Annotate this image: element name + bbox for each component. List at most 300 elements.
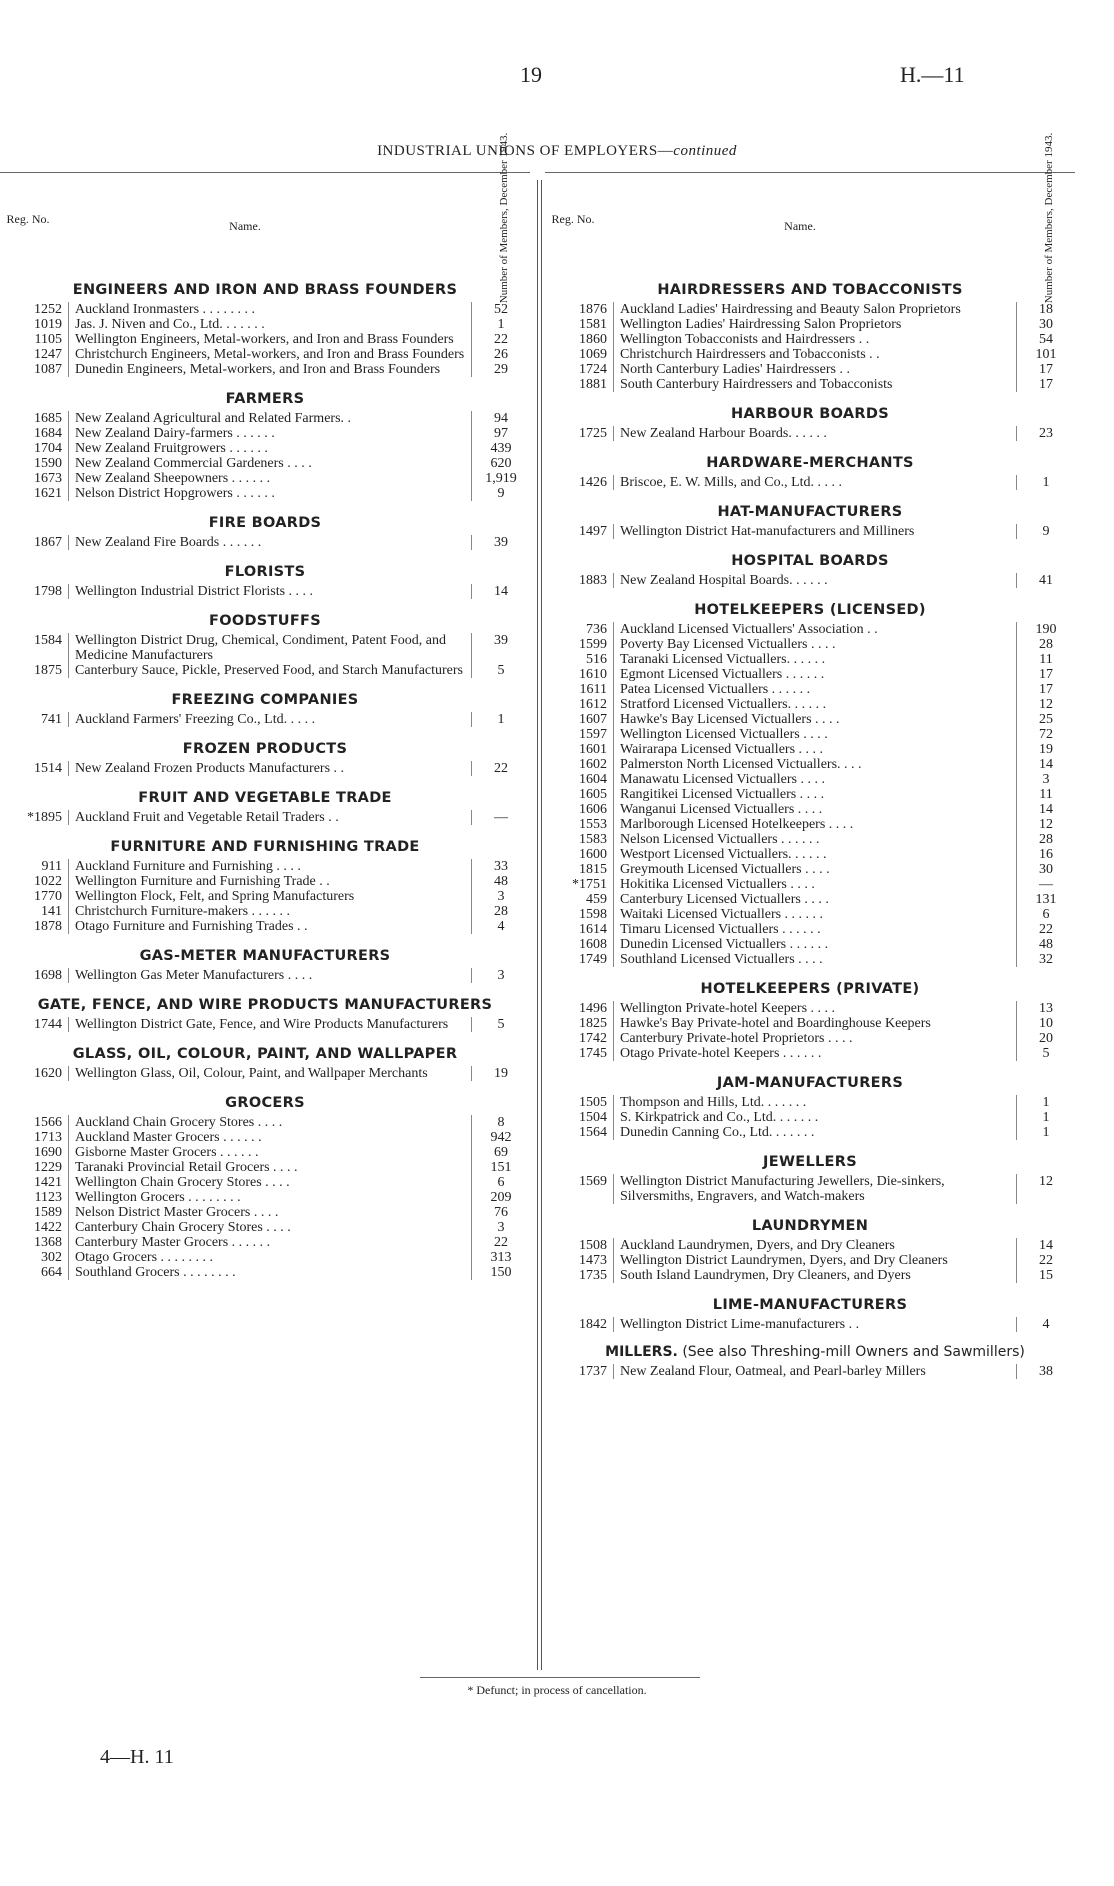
table-row [545, 727, 1075, 742]
cell-reg: 1584 [34, 633, 62, 648]
table-row [0, 712, 530, 727]
cell-name: Canterbury Private-hotel Proprietors . . . . [613, 1031, 1016, 1046]
cell-num: 13 [1016, 1001, 1075, 1016]
members-header: Number of Members, December 1943. [498, 132, 510, 304]
cell-reg: 1698 [34, 968, 62, 983]
cell-reg: 1724 [579, 362, 607, 377]
cell-num: 25 [1016, 712, 1075, 727]
cell-num: 1 [1016, 1125, 1075, 1140]
cell-name: Wellington District Gate, Fence, and Wire Products Manufacturers [68, 1017, 471, 1032]
section [0, 501, 530, 550]
table-row [545, 742, 1075, 757]
section [0, 377, 530, 501]
section-title: GLASS, OIL, COLOUR, PAINT, AND WALLPAPER [72, 1046, 458, 1062]
cell-name: Jas. J. Niven and Co., Ltd. . . . . . . [68, 317, 471, 332]
table-row [545, 347, 1075, 362]
table-row [0, 919, 530, 934]
cell-name: S. Kirkpatrick and Co., Ltd. . . . . . . [613, 1110, 1016, 1125]
cell-num: 15 [1016, 1268, 1075, 1283]
table-row [0, 1220, 530, 1235]
cell-num: 9 [1016, 524, 1075, 539]
cell-reg: 1421 [34, 1175, 62, 1190]
cell-name: Taranaki Provincial Retail Grocers . . . . [68, 1160, 471, 1175]
cell-name: Wellington Licensed Victuallers . . . . [613, 727, 1016, 742]
cell-num: 3 [471, 889, 530, 904]
cell-name: Waitaki Licensed Victuallers . . . . . . [613, 907, 1016, 922]
table-row [0, 761, 530, 776]
cell-num: 8 [471, 1115, 530, 1130]
cell-reg: 1610 [579, 667, 607, 682]
cell-num: 23 [1016, 426, 1075, 441]
cell-num: 22 [471, 1235, 530, 1250]
table-row [0, 426, 530, 441]
table-row [0, 1190, 530, 1205]
cell-num: 620 [471, 456, 530, 471]
cell-name: Wanganui Licensed Victuallers . . . . [613, 802, 1016, 817]
section-title: FOODSTUFFS [209, 613, 321, 629]
cell-reg: 1601 [579, 742, 607, 757]
cell-name: Auckland Licensed Victuallers' Association . . [613, 622, 1016, 637]
section [545, 1061, 1075, 1140]
table-row [0, 1115, 530, 1130]
cell-reg: 1825 [579, 1016, 607, 1031]
reg-header: Reg. No. [551, 212, 595, 226]
cell-num: 1 [471, 712, 530, 727]
cell-name: South Canterbury Hairdressers and Tobacconists [613, 377, 1016, 392]
cell-name: Poverty Bay Licensed Victuallers . . . . [613, 637, 1016, 652]
table-row [545, 1364, 1075, 1379]
cell-name: Rangitikei Licensed Victuallers . . . . [613, 787, 1016, 802]
section-title: FURNITURE AND FURNISHING TRADE [110, 839, 420, 855]
cell-name: Canterbury Chain Grocery Stores . . . . [68, 1220, 471, 1235]
cell-name: Westport Licensed Victuallers. . . . . . [613, 847, 1016, 862]
cell-reg: 1749 [579, 952, 607, 967]
cell-name: Wellington District Drug, Chemical, Condiment, Patent Food, and Medicine Manufacturers [68, 633, 471, 663]
cell-name: Wellington Furniture and Furnishing Trade . . [68, 874, 471, 889]
cell-name: Wellington Industrial District Florists . . . . [68, 584, 471, 599]
table-row [0, 1250, 530, 1265]
table-row [545, 952, 1075, 967]
table-row [545, 697, 1075, 712]
cell-reg: 1589 [34, 1205, 62, 1220]
left-column-body [0, 268, 530, 1280]
cell-reg: 741 [41, 712, 62, 727]
section-title: LAUNDRYMEN [751, 1218, 869, 1234]
cell-reg: 1606 [579, 802, 607, 817]
section [0, 599, 530, 678]
cell-num: 17 [1016, 377, 1075, 392]
cell-reg: 1087 [34, 362, 62, 377]
cell-num: 38 [1016, 1364, 1075, 1379]
cell-num: 17 [1016, 362, 1075, 377]
cell-name: Canterbury Master Grocers . . . . . . [68, 1235, 471, 1250]
section-title: HOSPITAL BOARDS [731, 553, 889, 569]
cell-reg: 1504 [579, 1110, 607, 1125]
cell-reg: 1685 [34, 411, 62, 426]
cell-name: Wellington District Manufacturing Jewellers, Die-sinkers, Silversmiths, Engravers, and Watch-makers [613, 1174, 1016, 1204]
section-title: JEWELLERS [763, 1154, 857, 1170]
table-row [0, 456, 530, 471]
cell-name: Christchurch Engineers, Metal-workers, and Iron and Brass Founders [68, 347, 471, 362]
table-row [0, 362, 530, 377]
cell-name: Auckland Chain Grocery Stores . . . . [68, 1115, 471, 1130]
section [0, 1081, 530, 1280]
table-row [0, 347, 530, 362]
table-row [0, 535, 530, 550]
cell-num: 94 [471, 411, 530, 426]
cell-num: 5 [471, 1017, 530, 1032]
cell-reg: 1876 [579, 302, 607, 317]
table-row [0, 1130, 530, 1145]
section-title: HOTELKEEPERS (LICENSED) [694, 602, 926, 618]
millers-rows [545, 1364, 1075, 1379]
cell-reg: 1604 [579, 772, 607, 787]
cell-name: New Zealand Commercial Gardeners . . . . [68, 456, 471, 471]
cell-num: 1 [471, 317, 530, 332]
cell-reg: 1602 [579, 757, 607, 772]
cell-reg: 1745 [579, 1046, 607, 1061]
cell-name: New Zealand Sheepowners . . . . . . [68, 471, 471, 486]
cell-reg: 1620 [34, 1066, 62, 1081]
footer-code: 4—H. 11 [100, 1746, 174, 1768]
cell-num: 190 [1016, 622, 1075, 637]
table-row [545, 682, 1075, 697]
section-title: LIME-MANUFACTURERS [712, 1297, 908, 1313]
table-row [545, 1001, 1075, 1016]
section [0, 268, 530, 377]
cell-num: 9 [471, 486, 530, 501]
cell-num: 33 [471, 859, 530, 874]
cell-name: Stratford Licensed Victuallers. . . . . . [613, 697, 1016, 712]
table-row [0, 968, 530, 983]
table-row [0, 633, 530, 663]
cell-num: 22 [471, 332, 530, 347]
cell-reg: 1704 [34, 441, 62, 456]
cell-name: Wairarapa Licensed Victuallers . . . . [613, 742, 1016, 757]
section [0, 727, 530, 776]
cell-name: Greymouth Licensed Victuallers . . . . [613, 862, 1016, 877]
cell-num: 131 [1016, 892, 1075, 907]
table-row [545, 922, 1075, 937]
cell-num: 1 [1016, 1095, 1075, 1110]
section-title: HAIRDRESSERS AND TOBACCONISTS [657, 282, 963, 298]
cell-num: 4 [1016, 1317, 1075, 1332]
table-row [545, 573, 1075, 588]
table-row [545, 1268, 1075, 1283]
table-row [545, 772, 1075, 787]
cell-num: 4 [471, 919, 530, 934]
column-divider [537, 180, 538, 1670]
section [545, 588, 1075, 967]
cell-name: Otago Private-hotel Keepers . . . . . . [613, 1046, 1016, 1061]
section [545, 1204, 1075, 1283]
cell-name: Southland Grocers . . . . . . . . [68, 1265, 471, 1280]
cell-name: Nelson District Hopgrowers . . . . . . [68, 486, 471, 501]
page-title [0, 143, 1114, 160]
cell-name: Marlborough Licensed Hotelkeepers . . . . [613, 817, 1016, 832]
cell-num: 10 [1016, 1016, 1075, 1031]
section-title: FROZEN PRODUCTS [182, 741, 348, 757]
cell-name: Wellington Tobacconists and Hairdressers . . [613, 332, 1016, 347]
section-title: FRUIT AND VEGETABLE TRADE [138, 790, 392, 806]
cell-name: Nelson District Master Grocers . . . . [68, 1205, 471, 1220]
cell-name: Taranaki Licensed Victuallers. . . . . . [613, 652, 1016, 667]
table-row [545, 652, 1075, 667]
cell-reg: 1605 [579, 787, 607, 802]
table-row [545, 712, 1075, 727]
cell-reg: 1105 [34, 332, 62, 347]
table-row [545, 817, 1075, 832]
table-row [0, 317, 530, 332]
section-title: FREEZING COMPANIES [171, 692, 359, 708]
cell-num: 16 [1016, 847, 1075, 862]
table-row [545, 832, 1075, 847]
cell-reg: 1875 [34, 663, 62, 678]
section-title: HARDWARE-MERCHANTS [706, 455, 914, 471]
cell-reg: 1581 [579, 317, 607, 332]
table-row [0, 1235, 530, 1250]
cell-reg: 302 [41, 1250, 62, 1265]
cell-reg: 1673 [34, 471, 62, 486]
table-row [0, 302, 530, 317]
cell-num: — [1016, 877, 1075, 892]
cell-num: 1,919 [471, 471, 530, 486]
cell-num: 11 [1016, 652, 1075, 667]
table-row [0, 1145, 530, 1160]
cell-num: 97 [471, 426, 530, 441]
section-title: HARBOUR BOARDS [731, 406, 889, 422]
cell-reg: 1735 [579, 1268, 607, 1283]
section-title: HOTELKEEPERS (PRIVATE) [700, 981, 920, 997]
table-row [545, 907, 1075, 922]
section [0, 934, 530, 983]
cell-name: Christchurch Furniture-makers . . . . . . [68, 904, 471, 919]
cell-num: 28 [1016, 832, 1075, 847]
table-row [0, 411, 530, 426]
table-row [545, 1253, 1075, 1268]
cell-num: 1 [1016, 1110, 1075, 1125]
cell-num: 439 [471, 441, 530, 456]
cell-num: 39 [471, 633, 530, 663]
cell-reg: 1069 [579, 347, 607, 362]
cell-num: 19 [471, 1066, 530, 1081]
table-row [0, 1066, 530, 1081]
section-title: FLORISTS [224, 564, 306, 580]
cell-num: 52 [471, 302, 530, 317]
cell-name: New Zealand Dairy-farmers . . . . . . [68, 426, 471, 441]
table-row [0, 663, 530, 678]
cell-reg: 516 [586, 652, 607, 667]
cell-num: 48 [471, 874, 530, 889]
cell-num: — [471, 810, 530, 825]
table-row [0, 810, 530, 825]
section-title: GATE, FENCE, AND WIRE PRODUCTS MANUFACTURERS [37, 997, 493, 1013]
cell-reg: 1878 [34, 919, 62, 934]
cell-num: 14 [1016, 802, 1075, 817]
cell-reg: 1611 [579, 682, 607, 697]
cell-name: Wellington Engineers, Metal-workers, and Iron and Brass Founders [68, 332, 471, 347]
cell-name: New Zealand Fire Boards . . . . . . [68, 535, 471, 550]
table-row [545, 377, 1075, 392]
cell-num: 20 [1016, 1031, 1075, 1046]
cell-name: New Zealand Fruitgrowers . . . . . . [68, 441, 471, 456]
cell-reg: 1770 [34, 889, 62, 904]
reg-header: Reg. No. [6, 212, 50, 226]
table-row [545, 847, 1075, 862]
cell-reg: 1725 [579, 426, 607, 441]
document-code: H.—11 [900, 62, 965, 87]
cell-name: Hawke's Bay Private-hotel and Boardinghouse Keepers [613, 1016, 1016, 1031]
cell-reg: 664 [41, 1265, 62, 1280]
cell-name: Thompson and Hills, Ltd. . . . . . . [613, 1095, 1016, 1110]
footnote: * Defunct; in process of cancellation. [467, 1683, 647, 1697]
cell-num: 11 [1016, 787, 1075, 802]
cell-reg: 1553 [579, 817, 607, 832]
table-row [545, 332, 1075, 347]
table-row [0, 1265, 530, 1280]
cell-name: Auckland Ladies' Hairdressing and Beauty Salon Proprietors [613, 302, 1016, 317]
cell-num: 17 [1016, 667, 1075, 682]
cell-num: 28 [1016, 637, 1075, 652]
cell-reg: 1614 [579, 922, 607, 937]
cell-reg: 1590 [34, 456, 62, 471]
cell-name: Briscoe, E. W. Mills, and Co., Ltd. . . . . [613, 475, 1016, 490]
cell-name: Wellington Chain Grocery Stores . . . . [68, 1175, 471, 1190]
table-row [545, 475, 1075, 490]
cell-reg: 1566 [34, 1115, 62, 1130]
table-row [0, 441, 530, 456]
cell-num: 5 [471, 663, 530, 678]
cell-num: 942 [471, 1130, 530, 1145]
table-row [0, 332, 530, 347]
table-row [545, 787, 1075, 802]
cell-name: Auckland Ironmasters . . . . . . . . [68, 302, 471, 317]
cell-name: Timaru Licensed Victuallers . . . . . . [613, 922, 1016, 937]
cell-num: 54 [1016, 332, 1075, 347]
section [545, 1140, 1075, 1204]
cell-num: 14 [1016, 1238, 1075, 1253]
cell-num: 26 [471, 347, 530, 362]
cell-reg: 1612 [579, 697, 607, 712]
cell-reg: 1597 [579, 727, 607, 742]
cell-reg: 459 [586, 892, 607, 907]
cell-name: Canterbury Licensed Victuallers . . . . [613, 892, 1016, 907]
table-row [545, 757, 1075, 772]
cell-num: 209 [471, 1190, 530, 1205]
cell-name: Auckland Farmers' Freezing Co., Ltd. . . . . [68, 712, 471, 727]
cell-reg: 1496 [579, 1001, 607, 1016]
cell-reg: 1514 [34, 761, 62, 776]
cell-name: Manawatu Licensed Victuallers . . . . [613, 772, 1016, 787]
section [0, 983, 530, 1032]
cell-name: South Island Laundrymen, Dry Cleaners, and Dyers [613, 1268, 1016, 1283]
cell-name: Wellington District Laundrymen, Dyers, and Dry Cleaners [613, 1253, 1016, 1268]
cell-name: Wellington Ladies' Hairdressing Salon Proprietors [613, 317, 1016, 332]
cell-reg: 1860 [579, 332, 607, 347]
cell-reg: *1895 [27, 810, 62, 825]
cell-num: 101 [1016, 347, 1075, 362]
cell-name: Otago Grocers . . . . . . . . [68, 1250, 471, 1265]
cell-reg: 1569 [579, 1174, 607, 1189]
table-row [545, 802, 1075, 817]
cell-reg: 1621 [34, 486, 62, 501]
cell-reg: 1744 [34, 1017, 62, 1032]
table-row [545, 362, 1075, 377]
cell-reg: 1598 [579, 907, 607, 922]
cell-name: Nelson Licensed Victuallers . . . . . . [613, 832, 1016, 847]
section-title: ENGINEERS AND IRON AND BRASS FOUNDERS [72, 282, 458, 298]
millers-section-title: MILLERS. (See also Threshing-mill Owners and Sawmillers) [605, 1344, 1025, 1360]
cell-num: 12 [1016, 817, 1075, 832]
cell-num: 6 [1016, 907, 1075, 922]
section-title: HAT-MANUFACTURERS [717, 504, 903, 520]
cell-reg: 141 [41, 904, 62, 919]
cell-name: New Zealand Flour, Oatmeal, and Pearl-barley Millers [613, 1364, 1016, 1379]
table-row [545, 1016, 1075, 1031]
table-row [545, 1031, 1075, 1046]
cell-reg: 1508 [579, 1238, 607, 1253]
table-row [0, 1205, 530, 1220]
cell-reg: 1247 [34, 347, 62, 362]
cell-reg: 1742 [579, 1031, 607, 1046]
cell-reg: 1252 [34, 302, 62, 317]
table-row [545, 1095, 1075, 1110]
table-row [545, 524, 1075, 539]
table-row [545, 892, 1075, 907]
cell-name: Patea Licensed Victuallers . . . . . . [613, 682, 1016, 697]
section-title: FARMERS [225, 391, 305, 407]
table-row [545, 426, 1075, 441]
cell-num: 6 [471, 1175, 530, 1190]
cell-name: Palmerston North Licensed Victuallers. . . . [613, 757, 1016, 772]
cell-num: 76 [471, 1205, 530, 1220]
section [0, 678, 530, 727]
cell-name: Dunedin Engineers, Metal-workers, and Iron and Brass Founders [68, 362, 471, 377]
table-row [0, 486, 530, 501]
section-title: JAM-MANUFACTURERS [716, 1075, 904, 1091]
cell-name: Wellington District Hat-manufacturers and Milliners [613, 524, 1016, 539]
cell-name: Wellington Flock, Felt, and Spring Manufacturers [68, 889, 471, 904]
cell-reg: 1583 [579, 832, 607, 847]
section [545, 441, 1075, 490]
cell-num: 5 [1016, 1046, 1075, 1061]
cell-name: Dunedin Licensed Victuallers . . . . . . [613, 937, 1016, 952]
section [545, 268, 1075, 392]
cell-num: 30 [1016, 317, 1075, 332]
cell-num: 1 [1016, 475, 1075, 490]
cell-reg: 1842 [579, 1317, 607, 1332]
table-row [545, 1110, 1075, 1125]
cell-num: 22 [471, 761, 530, 776]
page-number: 19 [520, 62, 542, 87]
section-title: GAS-METER MANUFACTURERS [139, 948, 391, 964]
cell-reg: 1600 [579, 847, 607, 862]
cell-reg: 1019 [34, 317, 62, 332]
cell-num: 39 [471, 535, 530, 550]
cell-name: Wellington Private-hotel Keepers . . . . [613, 1001, 1016, 1016]
section [0, 776, 530, 825]
table-row [0, 1160, 530, 1175]
cell-num: 14 [1016, 757, 1075, 772]
cell-reg: 1599 [579, 637, 607, 652]
cell-reg: 1368 [34, 1235, 62, 1250]
cell-name: Auckland Master Grocers . . . . . . [68, 1130, 471, 1145]
cell-reg: 1422 [34, 1220, 62, 1235]
cell-num: 69 [471, 1145, 530, 1160]
cell-reg: 1426 [579, 475, 607, 490]
table-row [0, 471, 530, 486]
cell-reg: *1751 [572, 877, 607, 892]
